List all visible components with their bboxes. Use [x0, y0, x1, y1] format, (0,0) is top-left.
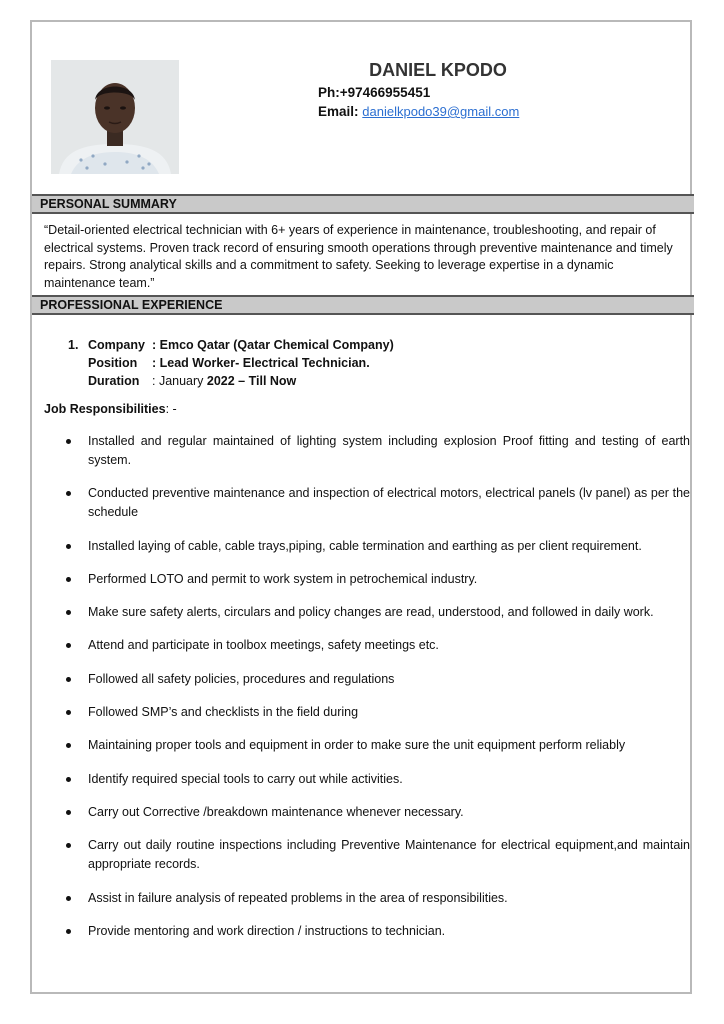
bullet-icon [66, 643, 71, 648]
email-label: Email: [318, 104, 359, 119]
candidate-name: DANIEL KPODO [369, 60, 507, 80]
job-heading-suffix: : - [165, 402, 177, 416]
list-item-text: Provide mentoring and work direction / instructions to technician. [88, 923, 446, 938]
profile-photo [51, 60, 179, 174]
bullet-icon [66, 544, 71, 549]
list-item-text: Installed laying of cable, cable trays,piping, cable termination and earthing as per client requirement. [88, 538, 642, 553]
company-label: Company [88, 338, 145, 352]
list-item-text: Followed all safety policies, procedures and regulations [88, 671, 395, 686]
professional-experience-heading: PROFESSIONAL EXPERIENCE [32, 295, 694, 315]
bullet-icon [66, 439, 71, 444]
bullet-icon [66, 577, 71, 582]
entry-number: 1. [68, 338, 79, 352]
contact-header [318, 60, 678, 119]
position-row [68, 354, 394, 372]
email-link[interactable]: danielkpodo39@gmail.com [362, 104, 520, 119]
list-item-text: Identify required special tools to carry out while activities. [88, 771, 403, 786]
list-item-text: Installed and regular maintained of lighting system including explosion Proof fitting and testing of earth system. [88, 434, 690, 467]
list-item-text: Conducted preventive maintenance and inspection of electrical motors, electrical panels (lv panel) as per the schedule [88, 486, 690, 520]
list-item-text: Make sure safety alerts, circulars and policy changes are read, understood, and followed in daily work. [88, 605, 654, 620]
duration-value: : January [152, 374, 207, 388]
list-item-text: Carry out Corrective /breakdown maintenance whenever necessary. [88, 804, 464, 819]
bullet-icon [66, 843, 71, 848]
list-item [62, 537, 690, 556]
list-item [62, 603, 690, 622]
list-item [62, 889, 690, 908]
list-item-text: Followed SMP’s and checklists in the field during [88, 705, 359, 720]
list-item-text: Carry out daily routine inspections including Preventive Maintenance for electrical equipment,and maintain appropriate records. [88, 838, 690, 872]
personal-summary-heading: PERSONAL SUMMARY [32, 194, 694, 214]
bullet-icon [66, 610, 71, 615]
position-value: : Lead Worker- Electrical Technician. [152, 356, 370, 370]
responsibilities-list [62, 432, 690, 955]
bullet-icon [66, 710, 71, 715]
list-item [62, 570, 690, 589]
list-item [62, 703, 690, 722]
bullet-icon [66, 743, 71, 748]
bullet-icon [66, 810, 71, 815]
bullet-icon [66, 777, 71, 782]
experience-entry [68, 336, 394, 390]
list-item [62, 432, 690, 470]
list-item [62, 770, 690, 789]
list-item-text: Performed LOTO and permit to work system in petrochemical industry. [88, 571, 478, 586]
email-line [318, 104, 678, 119]
list-item [62, 484, 690, 522]
list-item [62, 670, 690, 689]
list-item [62, 736, 690, 755]
list-item [62, 922, 690, 941]
job-heading-text: Job Responsibilities [44, 402, 166, 416]
company-value: : Emco Qatar (Qatar Chemical Company) [152, 338, 394, 352]
duration-label: Duration [88, 374, 140, 388]
duration-years: 2022 – Till Now [206, 374, 297, 388]
list-item [62, 836, 690, 874]
job-responsibilities-heading [44, 402, 177, 416]
list-item-text: Maintaining proper tools and equipment in order to make sure the unit equipment perform reliably [88, 738, 626, 753]
bullet-icon [66, 929, 71, 934]
duration-row [68, 372, 394, 390]
list-item [62, 636, 690, 655]
bullet-icon [66, 491, 71, 496]
list-item-text: Assist in failure analysis of repeated problems in the area of responsibilities. [88, 890, 508, 905]
company-row [68, 336, 394, 354]
phone-number: Ph:+97466955451 [318, 85, 431, 100]
position-label: Position [88, 356, 138, 370]
bullet-icon [66, 677, 71, 682]
profile-photo-image [51, 60, 179, 174]
list-item-text: Attend and participate in toolbox meetings, safety meetings etc. [88, 638, 439, 653]
list-item [62, 803, 690, 822]
summary-text: “Detail-oriented electrical technician with 6+ years of experience in maintenance, troubleshooting, and repair of electrical systems. Proven track record of ensuring smooth operations through preventive maintenance and timely repairs. Strong analytical skills and a commitment to safety. Seeking to leverage expertise in a dynamic maintenance team.” [44, 223, 673, 290]
resume-page [30, 20, 692, 994]
bullet-icon [66, 896, 71, 901]
